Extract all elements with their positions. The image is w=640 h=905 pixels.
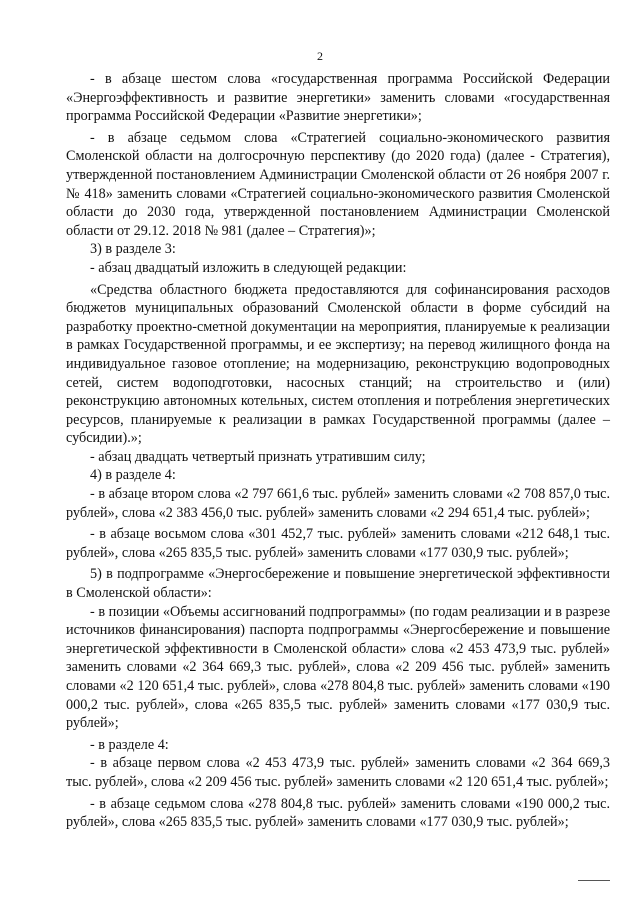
- paragraph-5: «Средства областного бюджета предоставляются для софинансирования расходов бюджетов муниципальных образований Смоленской области в форме субсидий на разработку проектно-сметной документации на мероприятия, планируемые к реализации в рамках Государственной программы, и ее экспертизу; на перевод жилищного фонда на индивидуальное газовое отопление; на модернизацию, реконструкцию водопроводных сетей, систем водоподготовки, насосных станций; на строительство и (или) реконструкцию автономных котельных, систем отопления и потребления энергетических ресурсов, планируемые к реализации в рамках Государственной программы (далее – субсидии).»;: [66, 281, 610, 447]
- paragraph-13: - в абзаце первом слова «2 453 473,9 тыс. рублей» заменить словами «2 364 669,3 тыс. рублей», слова «2 209 456 тыс. рублей» заменить словами «2 120 651,4 тыс. рублей»;: [66, 755, 610, 790]
- paragraph-2: - в абзаце седьмом слова «Стратегией социально-экономического развития Смоленской области на долгосрочную перспективу (до 2020 года) (далее - Стратегия), утвержденной постановлением Администрации Смоленской области от 26 ноября 2007 г. № 418» заменить словами «Стратегией социально-экономического развития Смоленской области до 2030 года, утвержденной постановлением Администрации Смоленской области от 29.12. 2018 № 981 (далее – Стратегия)»;: [66, 129, 610, 239]
- paragraph-14: - в абзаце седьмом слова «278 804,8 тыс. рублей» заменить словами «190 000,2 тыс. рублей», слова «265 835,5 тыс. рублей» заменить словами «177 030,9 тыс. рублей»;: [66, 795, 610, 831]
- paragraph-6: - абзац двадцать четвертый признать утратившим силу;: [90, 448, 426, 465]
- paragraph-12: - в разделе 4:: [90, 736, 169, 753]
- page-number: 2: [317, 49, 323, 63]
- paragraph-10: 5) в подпрограмме «Энергосбережение и повышение энергетической эффективности в Смоленской области»:: [66, 566, 610, 602]
- paragraph-3: 3) в разделе 3:: [90, 241, 176, 258]
- paragraph-4: - абзац двадцатый изложить в следующей редакции:: [90, 259, 407, 276]
- paragraph-9: - в абзаце восьмом слова «301 452,7 тыс. рублей» заменить словами «212 648,1 тыс. рублей», слова «265 835,5 тыс. рублей» заменить словами «177 030,9 тыс. рублей»;: [66, 526, 610, 561]
- document-body: [66, 70, 610, 832]
- paragraph-8: - в абзаце втором слова «2 797 661,6 тыс. рублей» заменить словами «2 708 857,0 тыс. рублей», слова «2 383 456,0 тыс. рублей» заменить словами «2 294 651,4 тыс. рублей»;: [66, 486, 610, 521]
- paragraph-7: 4) в разделе 4:: [90, 467, 176, 484]
- paragraph-11: - в позиции «Объемы ассигнований подпрограммы» (по годам реализации и в разрезе источников финансирования) паспорта подпрограммы «Энергосбережение и повышение энергетической эффективности в Смоленской области» слова «2 453 473,9 тыс. рублей» заменить словами «2 364 669,3 тыс. рублей», слова «2 209 456 тыс. рублей» заменить словами «2 120 651,4 тыс. рублей», слова «278 804,8 тыс. рублей» заменить словами «190 000,2 тыс. рублей», слова «265 835,5 тыс. рублей» заменить словами «177 030,9 тыс. рублей»;: [66, 603, 610, 732]
- bottom-rule: [578, 880, 610, 881]
- paragraph-1: - в абзаце шестом слова «государственная программа Российской Федерации «Энергоэффективность и развитие энергетики» заменить словами «государственная программа Российской Федерации «Развитие энергетики»;: [66, 71, 610, 125]
